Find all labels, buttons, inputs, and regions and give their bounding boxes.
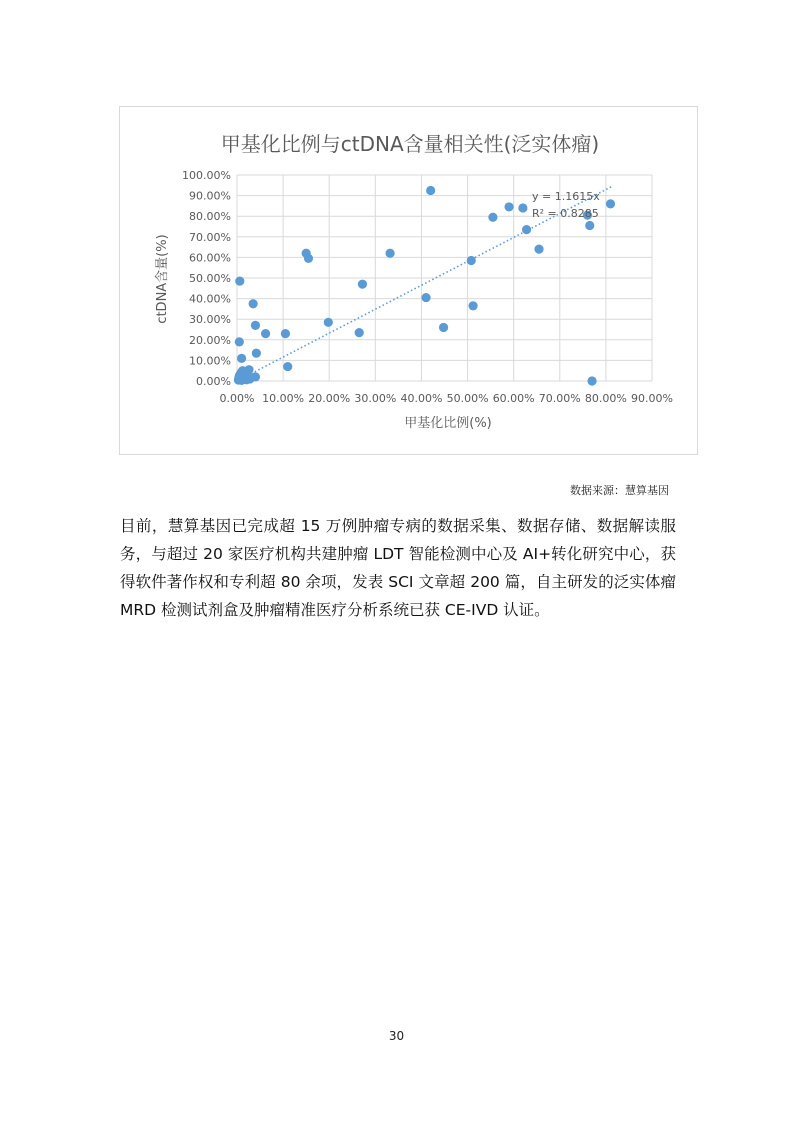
y-tick-label: 40.00%	[189, 292, 231, 306]
y-tick-label: 30.00%	[189, 313, 231, 327]
data-point	[324, 318, 333, 327]
data-point	[585, 221, 594, 230]
data-point	[237, 354, 246, 363]
data-point	[358, 280, 367, 289]
data-point	[251, 321, 260, 330]
data-point	[252, 349, 261, 358]
trendline-equation: y = 1.1615x	[532, 190, 600, 203]
data-point	[235, 337, 244, 346]
data-point	[304, 254, 313, 263]
x-tick-label: 20.00%	[308, 392, 351, 405]
grid-lines	[237, 175, 652, 381]
body-paragraph: 目前，慧算基因已完成超 15 万例肿瘤专病的数据采集、数据存储、数据解读服务，与超过 20 家医疗机构共建肿瘤 LDT 智能检测中心及 AI+转化研究中心，获得软件著作权和专利超 80 余项，发表 SCI 文章超 200 篇，自主研发的泛实体瘤 MRD 检测试剂盒及肿瘤精准医疗分析系统已获 CE-IVD 认证。	[120, 517, 676, 619]
x-tick-label: 50.00%	[446, 392, 489, 405]
data-point	[504, 202, 513, 211]
data-point	[606, 199, 615, 208]
data-point	[488, 213, 497, 222]
data-point	[421, 293, 430, 302]
data-point	[534, 245, 543, 254]
y-tick-label: 50.00%	[189, 272, 231, 285]
x-tick-label: 0.00%	[219, 392, 255, 405]
x-tick-label: 70.00%	[538, 392, 581, 405]
x-tick-label: 30.00%	[354, 392, 397, 405]
data-source-note: 数据来源：慧算基因	[570, 484, 669, 497]
x-tick-label: 60.00%	[492, 392, 535, 405]
axis-tick-labels	[182, 169, 673, 405]
data-point	[251, 372, 260, 381]
y-tick-label: 20.00%	[189, 333, 231, 347]
data-point	[244, 365, 253, 374]
page-number: 30	[388, 1029, 405, 1043]
data-point	[439, 323, 448, 332]
data-point	[235, 276, 244, 285]
data-point	[385, 249, 394, 258]
data-point	[587, 376, 596, 385]
data-point	[281, 329, 290, 338]
data-point	[261, 329, 270, 338]
y-tick-label: 80.00%	[189, 210, 231, 224]
y-tick-label: 0.00%	[196, 375, 231, 388]
data-point	[467, 256, 476, 265]
data-point	[426, 186, 435, 195]
chart-figure	[119, 106, 698, 455]
data-point	[249, 299, 258, 308]
data-point	[522, 225, 531, 234]
x-axis-label: 甲基化比例(%)	[404, 416, 492, 431]
x-tick-label: 10.00%	[262, 392, 305, 405]
x-tick-label: 80.00%	[584, 392, 627, 405]
y-tick-label: 70.00%	[189, 230, 231, 244]
y-tick-label: 10.00%	[189, 354, 231, 368]
x-tick-label: 90.00%	[631, 392, 673, 405]
chart-title: 甲基化比例与ctDNA含量相关性(泛实体瘤)	[220, 132, 600, 156]
data-point	[468, 301, 477, 310]
y-tick-label: 90.00%	[189, 189, 231, 203]
data-point	[518, 203, 527, 212]
x-tick-label: 40.00%	[400, 392, 443, 405]
y-tick-label: 100.00%	[182, 169, 231, 182]
y-axis-label: ctDNA含量(%)	[155, 234, 170, 324]
y-tick-label: 60.00%	[189, 251, 231, 265]
scatter-chart	[120, 107, 697, 454]
trendline-r-squared: R² = 0.8285	[532, 207, 599, 220]
data-point	[283, 362, 292, 371]
data-point	[355, 328, 364, 337]
